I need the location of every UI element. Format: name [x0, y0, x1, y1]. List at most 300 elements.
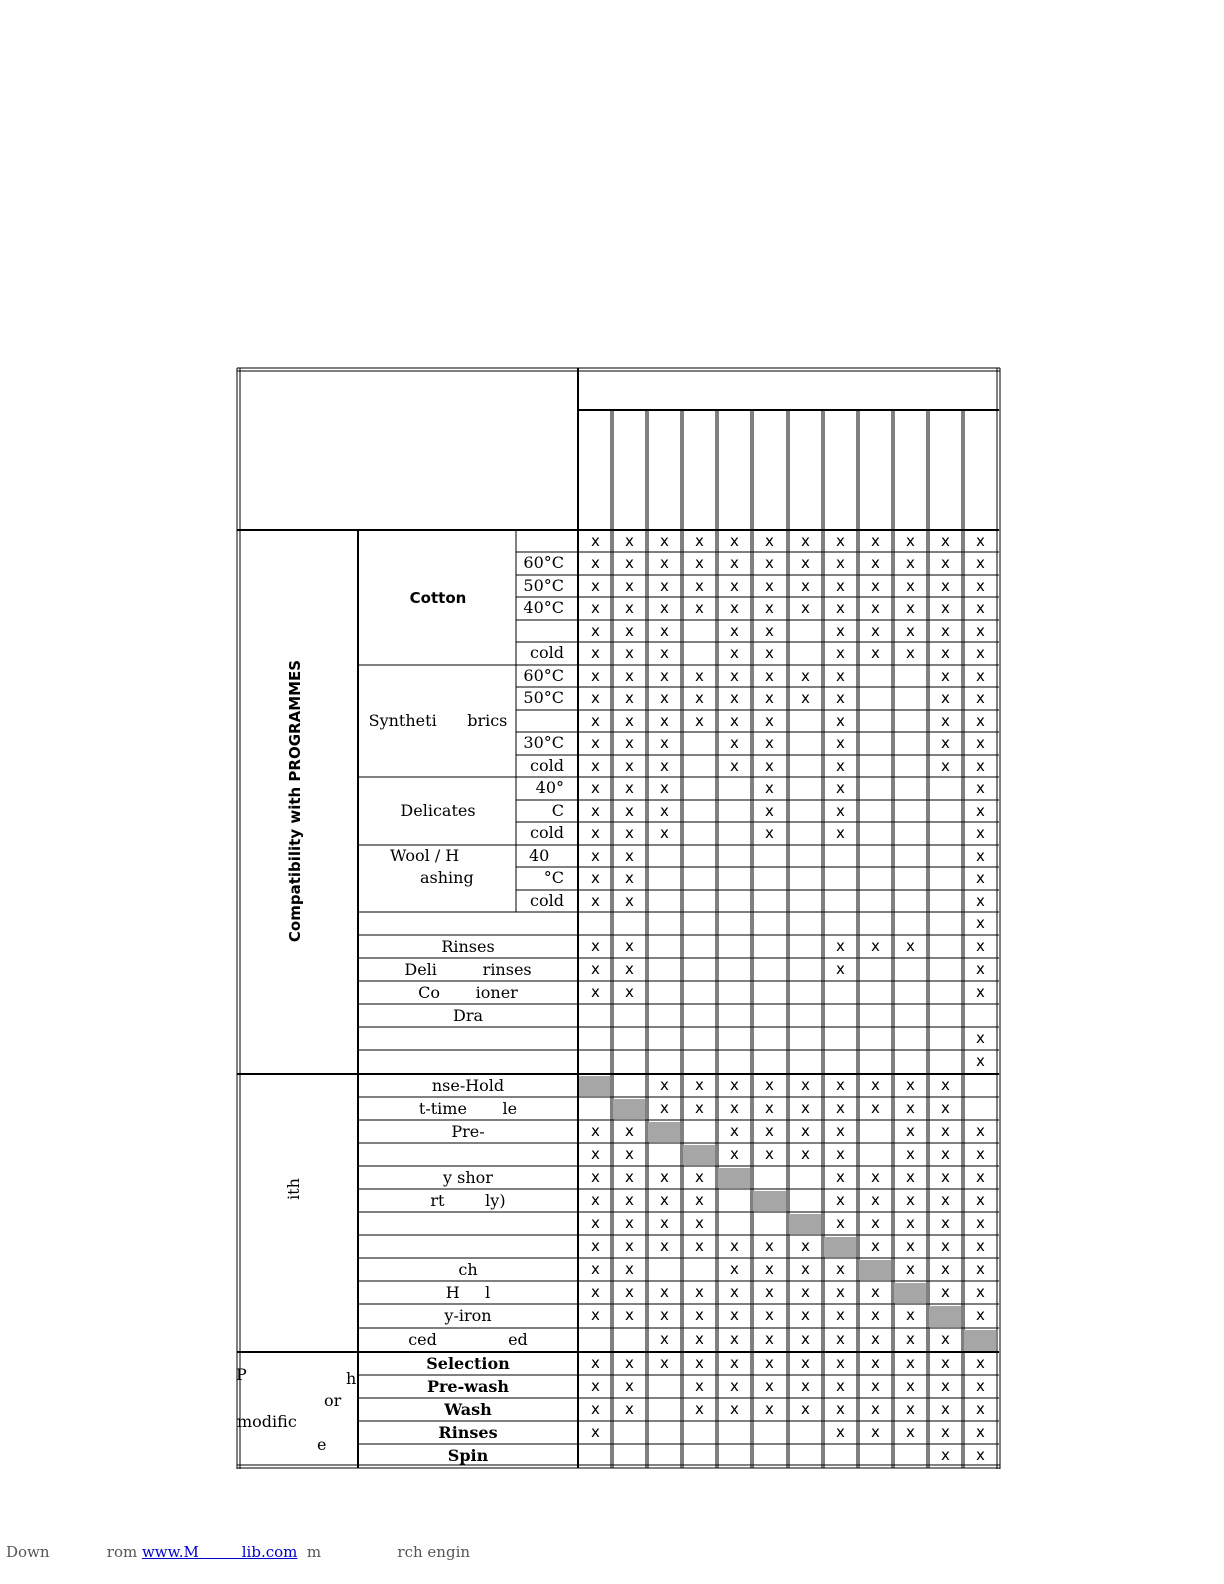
- compat-mark: x: [765, 1400, 774, 1418]
- compat-mark: x: [660, 1099, 669, 1117]
- compat-mark: x: [730, 734, 739, 752]
- compat-mark: x: [871, 1168, 880, 1186]
- compat-mark: x: [941, 1214, 950, 1232]
- group-label-modify-3: or: [324, 1391, 342, 1410]
- compat-mark: x: [941, 1237, 950, 1255]
- row-label: rt ly): [430, 1191, 506, 1210]
- compat-mark: x: [871, 1330, 880, 1348]
- compat-mark: x: [730, 667, 739, 685]
- compat-mark: x: [695, 1214, 704, 1232]
- compat-mark: x: [765, 1377, 774, 1395]
- compat-mark: x: [836, 779, 845, 797]
- compat-mark: x: [941, 667, 950, 685]
- compat-mark: x: [836, 1283, 845, 1301]
- row-sublabel: 50°C: [523, 688, 564, 707]
- compat-mark: x: [730, 1260, 739, 1278]
- compat-mark: x: [660, 824, 669, 842]
- compat-mark: x: [765, 667, 774, 685]
- compat-mark: x: [976, 983, 985, 1001]
- compat-mark: x: [976, 1446, 985, 1464]
- compat-mark: x: [976, 689, 985, 707]
- compat-mark: x: [941, 1446, 950, 1464]
- group-label: Cotton: [409, 588, 467, 607]
- compat-mark: x: [836, 1306, 845, 1324]
- compat-mark: x: [730, 1354, 739, 1372]
- compat-mark: x: [730, 1099, 739, 1117]
- row-label: Wash: [444, 1400, 492, 1419]
- compat-mark: x: [801, 1330, 810, 1348]
- compat-mark: x: [730, 712, 739, 730]
- footer-download-note: [6, 1543, 470, 1561]
- compat-mark: x: [976, 847, 985, 865]
- compat-mark: x: [976, 892, 985, 910]
- compat-mark: x: [625, 802, 634, 820]
- compat-mark: x: [660, 577, 669, 595]
- compat-mark: x: [906, 1237, 915, 1255]
- compat-mark: x: [906, 577, 915, 595]
- row-label: nse-Hold: [431, 1076, 505, 1095]
- row-label: Deli rinses: [404, 960, 532, 979]
- compat-mark: x: [871, 644, 880, 662]
- compat-mark: x: [591, 802, 600, 820]
- compat-mark: x: [836, 1076, 845, 1094]
- compat-mark: x: [695, 689, 704, 707]
- compat-mark: x: [941, 1076, 950, 1094]
- compat-mark: x: [591, 554, 600, 572]
- row-sublabel: 40°: [535, 778, 564, 797]
- compat-mark: x: [660, 779, 669, 797]
- compat-mark: x: [625, 869, 634, 887]
- compat-mark: x: [765, 779, 774, 797]
- compat-mark: x: [591, 1145, 600, 1163]
- shaded-cell: [579, 1076, 610, 1096]
- compat-mark: x: [836, 712, 845, 730]
- compat-mark: x: [765, 1306, 774, 1324]
- compat-mark: x: [591, 1214, 600, 1232]
- compat-mark: x: [591, 1191, 600, 1209]
- compat-mark: x: [941, 599, 950, 617]
- compat-mark: x: [836, 1377, 845, 1395]
- compat-mark: x: [625, 1214, 634, 1232]
- compat-mark: x: [836, 802, 845, 820]
- compat-mark: x: [625, 983, 634, 1001]
- compat-mark: x: [660, 689, 669, 707]
- compat-mark: x: [941, 1283, 950, 1301]
- compat-mark: x: [976, 757, 985, 775]
- compat-mark: x: [695, 1330, 704, 1348]
- row-sublabel: 30°C: [523, 733, 564, 752]
- row-label: Dra: [452, 1006, 483, 1025]
- compat-mark: x: [836, 554, 845, 572]
- compat-mark: x: [591, 983, 600, 1001]
- compat-mark: x: [730, 1330, 739, 1348]
- compat-mark: x: [765, 599, 774, 617]
- row-label: t-time le: [418, 1099, 518, 1118]
- compat-mark: x: [730, 622, 739, 640]
- compat-mark: x: [591, 1260, 600, 1278]
- compat-mark: x: [625, 1191, 634, 1209]
- compat-mark: x: [976, 1237, 985, 1255]
- compat-mark: x: [591, 1283, 600, 1301]
- compat-mark: x: [801, 667, 810, 685]
- compat-mark: x: [906, 1423, 915, 1441]
- row-sublabel: cold: [530, 891, 564, 910]
- compat-mark: x: [660, 1330, 669, 1348]
- compat-mark: x: [625, 644, 634, 662]
- compat-mark: x: [801, 1400, 810, 1418]
- compat-mark: x: [906, 1214, 915, 1232]
- compat-mark: x: [871, 1099, 880, 1117]
- compat-mark: x: [660, 734, 669, 752]
- compat-mark: x: [625, 757, 634, 775]
- compat-mark: x: [591, 1237, 600, 1255]
- compat-mark: x: [625, 1400, 634, 1418]
- compat-mark: x: [976, 1145, 985, 1163]
- group-label-compat: Compatibility with PROGRAMMES: [286, 659, 304, 943]
- compat-mark: x: [625, 667, 634, 685]
- compat-mark: x: [906, 1377, 915, 1395]
- compat-mark: x: [660, 1191, 669, 1209]
- compat-mark: x: [625, 1283, 634, 1301]
- compat-mark: x: [906, 1354, 915, 1372]
- compat-mark: x: [730, 532, 739, 550]
- compat-mark: x: [976, 869, 985, 887]
- compat-mark: x: [871, 1306, 880, 1324]
- compat-mark: x: [765, 712, 774, 730]
- compat-mark: x: [941, 577, 950, 595]
- compat-mark: x: [695, 1283, 704, 1301]
- shaded-cell: [613, 1099, 645, 1119]
- compat-mark: x: [695, 667, 704, 685]
- compat-mark: x: [906, 1076, 915, 1094]
- compat-mark: x: [976, 960, 985, 978]
- compat-mark: x: [801, 1306, 810, 1324]
- compat-mark: x: [836, 1400, 845, 1418]
- compat-mark: x: [660, 1354, 669, 1372]
- compat-mark: x: [906, 554, 915, 572]
- compat-mark: x: [730, 1377, 739, 1395]
- compat-mark: x: [695, 1306, 704, 1324]
- compat-mark: x: [976, 667, 985, 685]
- row-label: Co ioner: [418, 983, 518, 1002]
- compat-mark: x: [871, 1214, 880, 1232]
- compat-mark: x: [941, 1423, 950, 1441]
- compat-mark: x: [765, 1122, 774, 1140]
- row-label: H l: [445, 1283, 491, 1302]
- compat-mark: x: [976, 824, 985, 842]
- compat-mark: x: [801, 577, 810, 595]
- group-label: Syntheti brics: [368, 711, 508, 730]
- compat-mark: x: [976, 532, 985, 550]
- compat-mark: x: [976, 712, 985, 730]
- compat-mark: x: [591, 779, 600, 797]
- compat-mark: x: [591, 689, 600, 707]
- compat-mark: x: [660, 1214, 669, 1232]
- group-label-modify-2: h: [346, 1369, 357, 1388]
- compat-mark: x: [765, 1145, 774, 1163]
- compat-mark: x: [765, 1283, 774, 1301]
- compat-mark: x: [976, 1052, 985, 1070]
- compat-mark: x: [801, 1377, 810, 1395]
- shaded-cell: [648, 1122, 680, 1142]
- compat-mark: x: [941, 554, 950, 572]
- compat-mark: x: [871, 532, 880, 550]
- compat-mark: x: [591, 1168, 600, 1186]
- compat-mark: x: [730, 1076, 739, 1094]
- shaded-cell: [964, 1330, 996, 1351]
- compat-mark: x: [941, 1330, 950, 1348]
- compat-mark: x: [801, 1099, 810, 1117]
- compat-mark: x: [695, 577, 704, 595]
- compat-mark: x: [591, 1423, 600, 1441]
- row-label: Pre-: [451, 1122, 485, 1141]
- compat-mark: x: [941, 532, 950, 550]
- shaded-cell: [683, 1145, 715, 1165]
- row-sublabel: 60°C: [523, 666, 564, 685]
- compat-mark: x: [801, 1237, 810, 1255]
- compat-mark: x: [906, 1145, 915, 1163]
- compat-mark: x: [625, 1145, 634, 1163]
- compat-mark: x: [765, 1099, 774, 1117]
- compat-mark: x: [941, 1377, 950, 1395]
- compat-mark: x: [836, 577, 845, 595]
- compat-mark: x: [836, 824, 845, 842]
- group-label-modify-1: P: [236, 1365, 247, 1384]
- compat-mark: x: [730, 599, 739, 617]
- compat-mark: x: [941, 1400, 950, 1418]
- compat-mark: x: [730, 1283, 739, 1301]
- group-label-modify-4: modific: [237, 1412, 297, 1431]
- compat-mark: x: [976, 577, 985, 595]
- compat-mark: x: [906, 599, 915, 617]
- compat-mark: x: [765, 1260, 774, 1278]
- compat-mark: x: [976, 1423, 985, 1441]
- compat-mark: x: [871, 554, 880, 572]
- compat-mark: x: [765, 802, 774, 820]
- shaded-cell: [753, 1191, 786, 1211]
- compat-mark: x: [836, 1099, 845, 1117]
- row-label: Selection: [426, 1354, 510, 1373]
- compat-mark: x: [976, 1400, 985, 1418]
- compat-mark: x: [730, 757, 739, 775]
- compat-mark: x: [591, 712, 600, 730]
- compat-mark: x: [801, 1122, 810, 1140]
- compat-mark: x: [625, 1168, 634, 1186]
- compat-mark: x: [976, 1168, 985, 1186]
- compat-mark: x: [625, 689, 634, 707]
- compat-mark: x: [591, 1306, 600, 1324]
- compat-mark: x: [591, 644, 600, 662]
- row-sublabel: 60°C: [523, 553, 564, 572]
- compat-mark: x: [730, 689, 739, 707]
- compat-mark: x: [836, 599, 845, 617]
- compat-mark: x: [730, 1145, 739, 1163]
- row-sublabel: C: [551, 801, 564, 820]
- compat-mark: x: [625, 824, 634, 842]
- compat-mark: x: [941, 734, 950, 752]
- row-label: ced ed: [408, 1330, 528, 1349]
- compat-mark: x: [591, 1400, 600, 1418]
- compat-mark: x: [906, 1122, 915, 1140]
- compat-mark: x: [906, 1168, 915, 1186]
- row-label: Pre-wash: [426, 1377, 510, 1396]
- compat-mark: x: [836, 1191, 845, 1209]
- compat-mark: x: [871, 1076, 880, 1094]
- compat-mark: x: [591, 1354, 600, 1372]
- compat-mark: x: [976, 1283, 985, 1301]
- compat-mark: x: [695, 1191, 704, 1209]
- compat-mark: x: [660, 1076, 669, 1094]
- compat-mark: x: [765, 644, 774, 662]
- compat-mark: x: [660, 532, 669, 550]
- compat-mark: x: [765, 1354, 774, 1372]
- compat-mark: x: [871, 577, 880, 595]
- compat-mark: x: [695, 1076, 704, 1094]
- compat-mark: x: [836, 757, 845, 775]
- compat-mark: x: [906, 1306, 915, 1324]
- shaded-cell: [824, 1237, 856, 1257]
- compat-mark: x: [695, 1168, 704, 1186]
- compat-mark: x: [591, 757, 600, 775]
- compat-mark: x: [941, 689, 950, 707]
- row-sublabel: cold: [530, 823, 564, 842]
- compat-mark: x: [591, 937, 600, 955]
- compat-mark: x: [730, 1122, 739, 1140]
- compat-mark: x: [871, 937, 880, 955]
- compat-mark: x: [976, 554, 985, 572]
- compat-mark: x: [906, 1400, 915, 1418]
- compat-mark: x: [801, 1354, 810, 1372]
- compat-mark: x: [941, 1191, 950, 1209]
- compat-mark: x: [660, 1168, 669, 1186]
- compat-mark: x: [976, 734, 985, 752]
- compat-mark: x: [695, 532, 704, 550]
- compat-mark: x: [730, 644, 739, 662]
- group-label-options: ith: [283, 1178, 303, 1200]
- compat-mark: x: [625, 779, 634, 797]
- compat-mark: x: [976, 622, 985, 640]
- compat-mark: x: [976, 914, 985, 932]
- compat-mark: x: [941, 1099, 950, 1117]
- compat-mark: x: [906, 1260, 915, 1278]
- compat-mark: x: [765, 824, 774, 842]
- compat-mark: x: [871, 1423, 880, 1441]
- group-label: Delicates: [400, 801, 476, 820]
- compat-mark: x: [625, 712, 634, 730]
- compat-mark: x: [660, 1237, 669, 1255]
- compat-mark: x: [730, 577, 739, 595]
- compat-mark: x: [591, 869, 600, 887]
- compat-mark: x: [660, 599, 669, 617]
- compat-mark: x: [695, 1377, 704, 1395]
- compat-mark: x: [625, 1122, 634, 1140]
- compat-mark: x: [871, 599, 880, 617]
- compat-mark: x: [695, 1354, 704, 1372]
- shaded-cell: [929, 1306, 961, 1327]
- compat-mark: x: [871, 1191, 880, 1209]
- compat-mark: x: [941, 1145, 950, 1163]
- compat-mark: x: [591, 960, 600, 978]
- compat-mark: x: [906, 1191, 915, 1209]
- compat-mark: x: [906, 1099, 915, 1117]
- compat-mark: x: [941, 1168, 950, 1186]
- compat-mark: x: [941, 644, 950, 662]
- row-sublabel: °C: [543, 868, 564, 887]
- compat-mark: x: [730, 1237, 739, 1255]
- compat-mark: x: [660, 712, 669, 730]
- compat-mark: x: [695, 712, 704, 730]
- compat-mark: x: [836, 937, 845, 955]
- compat-mark: x: [836, 667, 845, 685]
- row-label: ch: [458, 1260, 478, 1279]
- compat-mark: x: [625, 532, 634, 550]
- compat-mark: x: [625, 847, 634, 865]
- compat-mark: x: [976, 937, 985, 955]
- compat-mark: x: [836, 734, 845, 752]
- row-sublabel: 40°C: [523, 598, 564, 617]
- compat-mark: x: [765, 622, 774, 640]
- compat-mark: x: [836, 1168, 845, 1186]
- compat-mark: x: [801, 1145, 810, 1163]
- shaded-cell: [718, 1168, 750, 1188]
- compat-mark: x: [625, 599, 634, 617]
- group-label-wool-2: ashing: [420, 868, 474, 887]
- compat-mark: x: [871, 622, 880, 640]
- footer-pre: Down rom: [6, 1543, 142, 1561]
- compat-mark: x: [591, 577, 600, 595]
- compat-mark: x: [765, 689, 774, 707]
- compat-mark: x: [765, 577, 774, 595]
- row-sublabel: 50°C: [523, 576, 564, 595]
- compat-mark: x: [836, 1214, 845, 1232]
- compat-mark: x: [976, 644, 985, 662]
- compat-mark: x: [660, 757, 669, 775]
- compat-mark: x: [660, 622, 669, 640]
- compat-mark: x: [941, 712, 950, 730]
- row-label: y-iron: [444, 1306, 492, 1325]
- footer-link[interactable]: www.M lib.com: [141, 1543, 298, 1561]
- shaded-cell: [789, 1214, 821, 1234]
- compat-mark: x: [625, 1354, 634, 1372]
- compat-mark: x: [906, 644, 915, 662]
- compat-mark: x: [941, 1260, 950, 1278]
- group-label-modify-5: e: [317, 1435, 327, 1454]
- compat-mark: x: [941, 1354, 950, 1372]
- compat-mark: x: [591, 1122, 600, 1140]
- compat-mark: x: [976, 779, 985, 797]
- compat-mark: x: [625, 1306, 634, 1324]
- compat-mark: x: [591, 1377, 600, 1395]
- compat-mark: x: [695, 1237, 704, 1255]
- compat-mark: x: [591, 599, 600, 617]
- compat-mark: x: [836, 1122, 845, 1140]
- row-label: Spin: [447, 1446, 489, 1465]
- row-label: y shor: [443, 1168, 493, 1187]
- compat-mark: x: [591, 824, 600, 842]
- compat-mark: x: [801, 532, 810, 550]
- compat-mark: x: [801, 689, 810, 707]
- compat-mark: x: [801, 1260, 810, 1278]
- compat-mark: x: [871, 1354, 880, 1372]
- compat-mark: x: [836, 689, 845, 707]
- compat-mark: x: [660, 554, 669, 572]
- compat-mark: x: [801, 599, 810, 617]
- compat-mark: x: [591, 622, 600, 640]
- row-sublabel: 40: [529, 846, 550, 865]
- compat-mark: x: [730, 554, 739, 572]
- compat-mark: x: [765, 734, 774, 752]
- compat-mark: x: [625, 1377, 634, 1395]
